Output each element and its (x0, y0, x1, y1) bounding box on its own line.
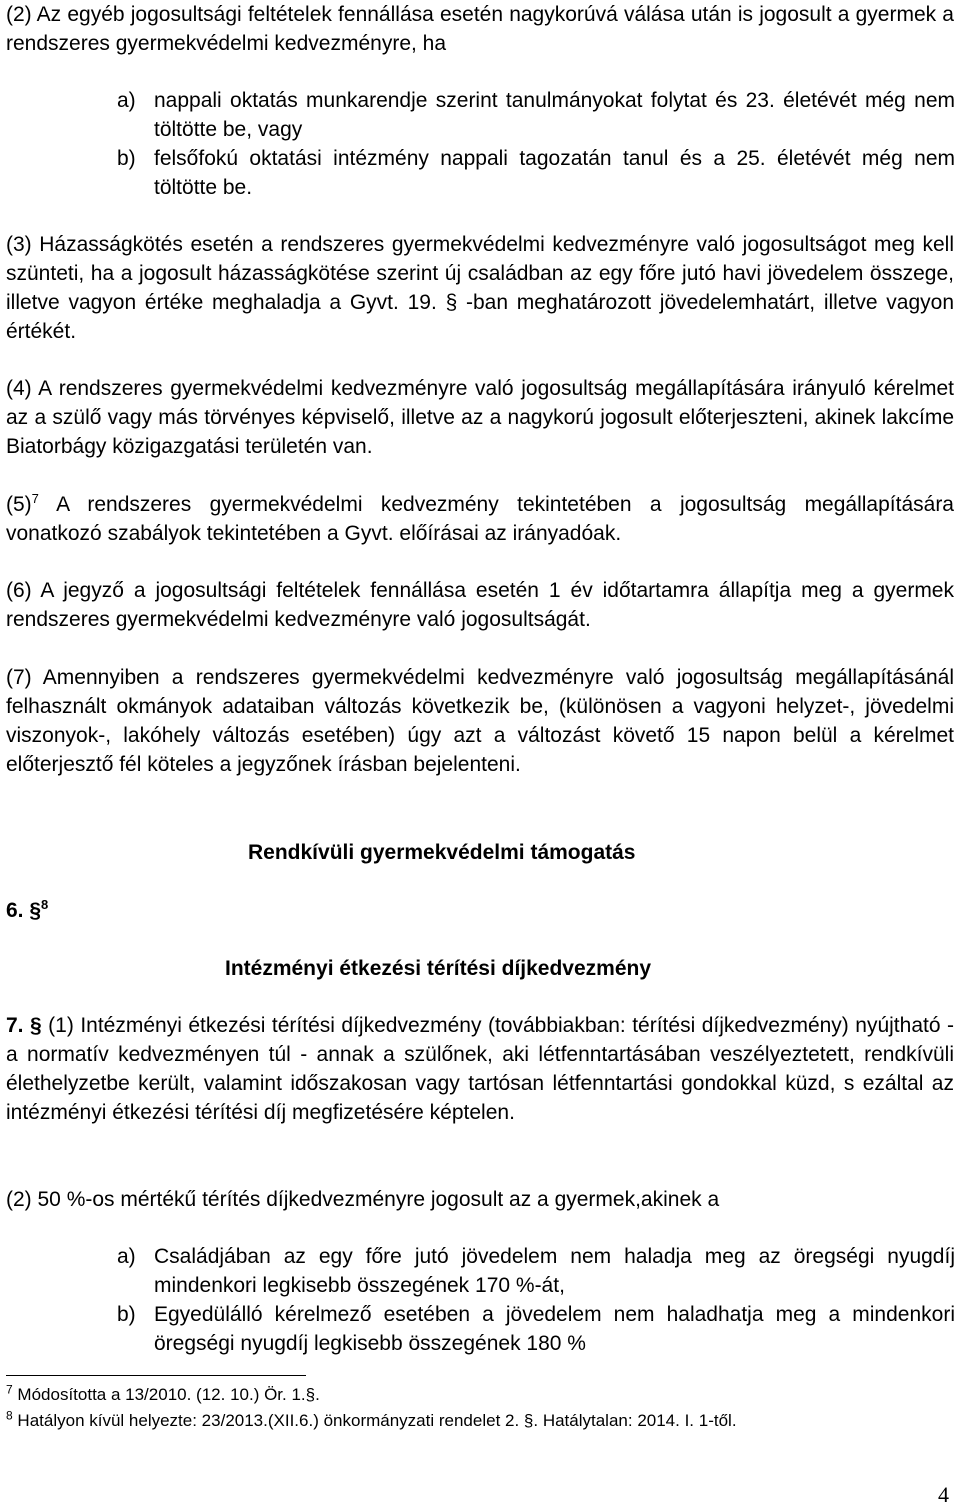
paragraph-2: (2) Az egyéb jogosultsági feltételek fennállása esetén nagykorúvá válása után is jogosult a gyermek a rendszeres gyermekvédelmi kedvezményre, ha (6, 3, 954, 55)
paragraph-5-prefix: (5) (6, 493, 32, 516)
section-6-number (6, 896, 48, 925)
list-item (117, 1242, 955, 1300)
list-item-text: nappali oktatás munkarendje szerint tanulmányokat folytat és 23. életévét még nem töltötte be, vagy (154, 89, 955, 141)
footnote-reference-7: 7 (31, 491, 39, 506)
section-7-paragraph-2: (2) 50 %-os mértékű térítés díjkedvezményre jogosult az a gyermek,akinek a (6, 1188, 720, 1211)
section-7-paragraph-2-list (117, 1242, 955, 1358)
section-heading-rendkivuli: Rendkívüli gyermekvédelmi támogatás (248, 841, 636, 864)
section-6-label: 6. § (6, 899, 42, 922)
footnote-8 (6, 1410, 737, 1432)
section-7-number: 7. § (6, 1014, 42, 1037)
footnote-number: 8 (6, 1408, 13, 1423)
list-item (117, 1300, 955, 1358)
list-item-text: felsőfokú oktatási intézmény nappali tagozatán tanul és a 25. életévét még nem töltötte be. (154, 147, 955, 199)
list-item-text: Családjában az egy főre jutó jövedelem nem haladja meg az öregségi nyugdíj mindenkori legkisebb összegének 170 %-át, (154, 1245, 955, 1297)
list-item (117, 144, 955, 202)
list-marker: a) (117, 1245, 136, 1268)
paragraph-3: (3) Házasságkötés esetén a rendszeres gyermekvédelmi kedvezményre való jogosultságot meg kell szünteti, ha a jogosult házasságkötése szerint új családban az egy főre jutó havi jövedelem összege, illetve vagyon értéke meghaladja a Gyvt. 19. § -ban meghatározott jövedelemhatárt, illetve vagyon értékét. (6, 233, 954, 343)
paragraph-7: (7) Amennyiben a rendszeres gyermekvédelmi kedvezményre való jogosultság megállapításánál felhasznált okmányok adataiban változás következik be, (különösen a vagyoni helyzet-, jövedelmi viszonyok-, lakóhely változás esetében) úgy azt a változást követő 15 napon belül a kérelmet előterjesztő fél köteles a jegyzőnek írásban bejelenteni. (6, 666, 954, 776)
footnote-7 (6, 1384, 320, 1406)
footnote-text: Hatályon kívül helyezte: 23/2013.(XII.6.) önkormányzati rendelet 2. §. Hatálytalan: 2014. I. 1-től. (17, 1411, 737, 1430)
list-item-text: Egyedülálló kérelmező esetében a jövedelem nem haladhatja meg a mindenkori öregségi nyugdíj legkisebb összegének 180 % (154, 1303, 955, 1355)
paragraph-2-list (117, 86, 955, 202)
paragraph-5 (6, 490, 954, 548)
footnote-text: Módosította a 13/2010. (12. 10.) Ör. 1.§. (17, 1385, 320, 1404)
section-7-text: (1) Intézményi étkezési térítési díjkedvezmény (továbbiakban: térítési díjkedvezmény) nyújtható - a normatív kedvezményen túl - annak a szülőnek, aki létfenntartásában veszélyeztetett, rendkívüli élethelyzetbe került, valamint időszakosan vagy tartósan létfenntartási gondokkal küzd, s ezáltal az intézményi étkezési térítési díj megfizetésére képtelen. (6, 1014, 954, 1124)
footnote-number: 7 (6, 1382, 13, 1397)
footnote-reference-8: 8 (41, 897, 49, 912)
list-marker: b) (117, 147, 136, 170)
list-item (117, 86, 955, 144)
list-marker: b) (117, 1303, 136, 1326)
paragraph-6: (6) A jegyző a jogosultsági feltételek fennállása esetén 1 év időtartamra állapítja meg a gyermek rendszeres gyermekvédelmi kedvezményre való jogosultságát. (6, 579, 954, 631)
section-7-paragraph-1 (6, 1011, 954, 1127)
list-marker: a) (117, 89, 136, 112)
paragraph-5-text: A rendszeres gyermekvédelmi kedvezmény tekintetében a jogosultság megállapítására vonatkozó szabályok tekintetében a Gyvt. előírásai az irányadóak. (6, 493, 954, 545)
paragraph-4: (4) A rendszeres gyermekvédelmi kedvezményre való jogosultság megállapítására irányuló kérelmet az a szülő vagy más törvényes képviselő, illetve az a nagykorú jogosult előterjeszteni, akinek lakcíme Biatorbágy közigazgatási területén van. (6, 377, 954, 458)
footnote-separator (6, 1375, 306, 1376)
section-heading-etkezesi: Intézményi étkezési térítési díjkedvezmény (225, 957, 652, 980)
page-number: 4 (938, 1482, 949, 1507)
